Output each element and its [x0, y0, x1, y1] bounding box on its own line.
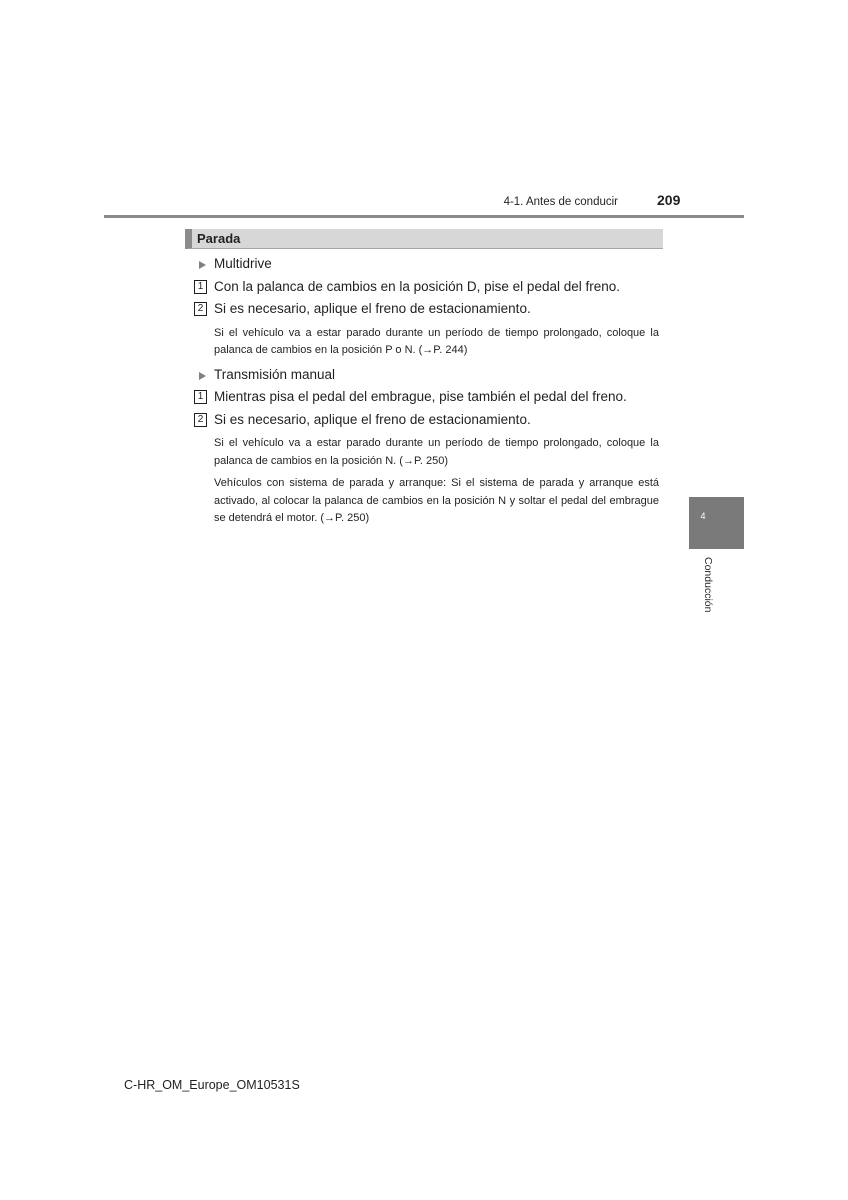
- group-heading-label: Multidrive: [214, 256, 272, 271]
- page-header: [0, 186, 848, 226]
- chapter-number: 4: [700, 511, 706, 521]
- step-number-box: 1: [194, 280, 207, 294]
- section-title: Parada: [185, 229, 663, 249]
- step-item: [185, 409, 663, 432]
- note-paragraph: Si el vehículo va a estar parado durante un período de tiempo prolongado, coloque la palanca de cambios en la posición P o N. (→P. 244): [214, 326, 659, 356]
- step-text: Si es necesario, aplique el freno de estacionamiento.: [214, 301, 531, 316]
- note-paragraph: Vehículos con sistema de parada y arranque: Si el sistema de parada y arranque está activado, al colocar la palanca de cambios en la posición N y soltar el pedal del embrague se detendrá el motor. (→P. 250): [214, 477, 659, 524]
- chapter-label: Conducción: [702, 557, 714, 613]
- page-content: [185, 229, 663, 532]
- page-number: 209: [657, 192, 681, 208]
- triangle-bullet-icon: [199, 261, 206, 269]
- group-heading-multidrive: [185, 253, 663, 276]
- step-number-box: 2: [194, 302, 207, 316]
- step-text: Si es necesario, aplique el freno de estacionamiento.: [214, 411, 531, 427]
- step-item: [185, 386, 663, 409]
- step-item: [185, 276, 663, 299]
- group-heading-label: Transmisión manual: [214, 366, 336, 382]
- note-paragraph: Si el vehículo va a estar parado durante un período de tiempo prolongado, coloque la palanca de cambios en la posición N. (→P. 250): [214, 437, 659, 467]
- step-item: [185, 298, 663, 321]
- header-rule: [104, 215, 744, 218]
- step-text: Con la palanca de cambios en la posición D, pise el pedal del freno.: [214, 278, 621, 294]
- step-text: Mientras pisa el pedal del embrague, pise también el pedal del freno.: [214, 389, 627, 404]
- step-number-box: 2: [194, 413, 207, 427]
- triangle-bullet-icon: [199, 372, 206, 380]
- chapter-label-container: [702, 557, 716, 627]
- chapter-tab: [689, 497, 744, 549]
- group-heading-manual: [185, 364, 663, 387]
- footer-code: C-HR_OM_Europe_OM10531S: [124, 1078, 300, 1092]
- section-breadcrumb: 4-1. Antes de conducir: [503, 196, 618, 208]
- step-number-box: 1: [194, 390, 207, 404]
